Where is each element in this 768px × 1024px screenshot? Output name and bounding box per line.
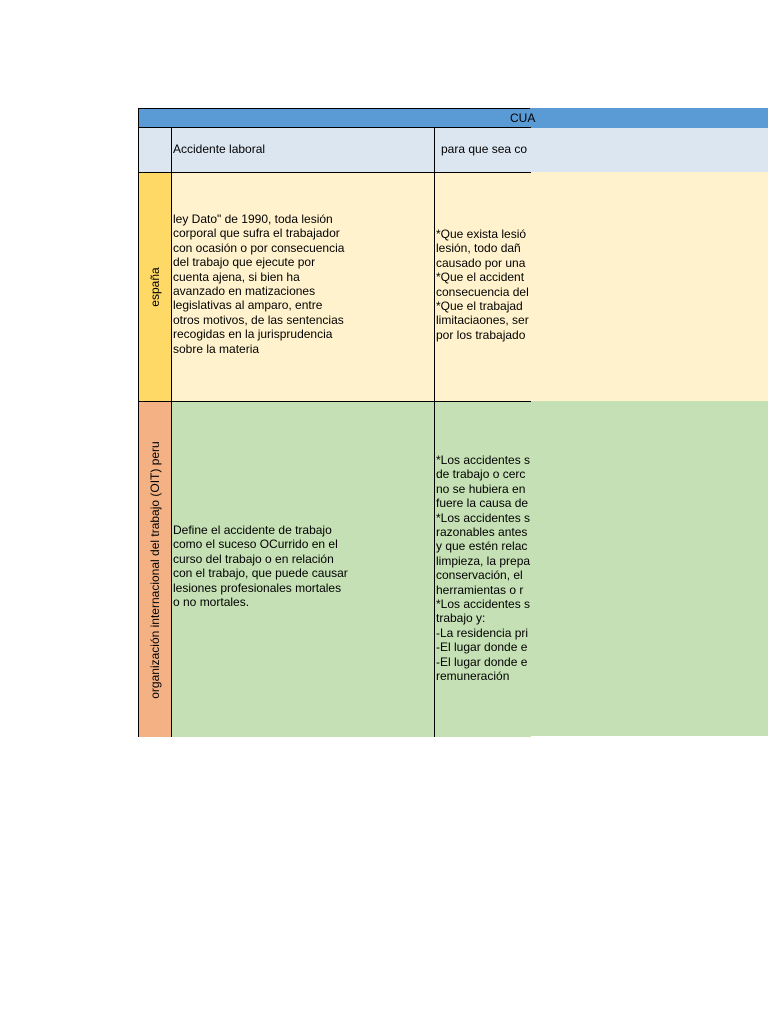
oit-requirement-line: conservación, el (436, 568, 523, 583)
oit-row-extension (530, 401, 768, 736)
oit-definition-line: como el suceso OCurrido en el (173, 537, 338, 552)
oit-requirement-line: -El lugar donde e (436, 654, 528, 669)
oit-definition-line: o no mortales. (173, 595, 250, 610)
header-para-que-sea: para que sea co (435, 128, 531, 173)
espana-definition-line: corporal que sufra el trabajador (173, 226, 340, 241)
table-title: CUA (510, 111, 536, 125)
espana-requirement-line: causado por una (436, 255, 526, 270)
oit-requirement-line: razonables antes (436, 525, 528, 540)
header-extension (530, 128, 768, 172)
oit-requirement-line: no se hubiera en (436, 481, 526, 496)
spain-row-extension (530, 172, 768, 401)
oit-requirement-line: *Los accidentes s (436, 453, 531, 467)
espana-definition-line: recogidas en la jurisprudencia (173, 327, 333, 342)
espana-requirement-line: consecuencia del (436, 284, 529, 299)
oit-requirement-line: remuneración (436, 669, 510, 684)
header-blank-cell (139, 128, 172, 173)
oit-definition-line: curso del trabajo o en relación (173, 551, 334, 566)
espana-definition-line: legislativas al amparo, entre (173, 298, 323, 313)
row-label-oit-text: organización internacional del trabajo (OIT) peru (147, 440, 162, 699)
espana-definition-line: cuenta ajena, si bien ha (173, 269, 300, 284)
oit-requirement-line: *Los accidentes s (436, 597, 531, 612)
espana-requirements (435, 173, 531, 402)
table-title-row (139, 109, 536, 128)
oit-requirement-line: *Los accidentes s (436, 510, 531, 525)
espana-definition-line: avanzado en matizaciones (173, 284, 316, 299)
espana-definition-line: del trabajo que ejecute por (173, 255, 316, 270)
espana-definition-line: con ocasión o por consecuencia (173, 240, 345, 255)
espana-definition-line: ley Dato" de 1990, toda lesión (173, 212, 333, 226)
oit-requirement-line: trabajo y: (436, 611, 486, 626)
oit-requirements (435, 402, 531, 737)
header-accidente-laboral: Accidente laboral (172, 128, 435, 173)
oit-definition-line: con el trabajo, que puede causar (173, 566, 348, 581)
title-bar-extension (530, 108, 768, 128)
espana-requirement-line: *Que el trabajad (436, 299, 523, 314)
comparison-table (138, 108, 536, 737)
oit-requirement-line: -El lugar donde e (436, 640, 528, 655)
espana-requirement-line: limitaciaones, ser (436, 313, 529, 328)
oit-requirement-line: -La residencia pri (436, 625, 529, 640)
espana-requirement-line: por los trabajado (436, 327, 526, 342)
oit-requirement-line: y que estén relac (436, 539, 528, 554)
oit-requirement-line: herramientas o r (436, 582, 524, 597)
row-label-oit (139, 402, 172, 737)
oit-definition (172, 402, 435, 737)
oit-requirement-line: limpieza, la prepa (436, 553, 531, 568)
espana-requirement-line: *Que el accident (436, 270, 525, 285)
row-label-espana (139, 173, 172, 402)
row-label-espana-text: españa (147, 267, 162, 307)
espana-definition-line: otros motivos, de las sentencias (173, 312, 344, 327)
oit-definition-line: lesiones profesionales mortales (173, 580, 342, 595)
espana-definition (172, 173, 435, 402)
oit-requirement-line: fuere la causa de (436, 496, 529, 511)
oit-definition-line: Define el accidente de trabajo (173, 523, 332, 537)
espana-requirement-line: lesión, todo dañ (436, 241, 521, 256)
espana-definition-line: sobre la materia (173, 341, 260, 356)
oit-requirement-line: de trabajo o cerc (436, 467, 526, 482)
espana-requirement-line: *Que exista lesió (436, 227, 527, 241)
